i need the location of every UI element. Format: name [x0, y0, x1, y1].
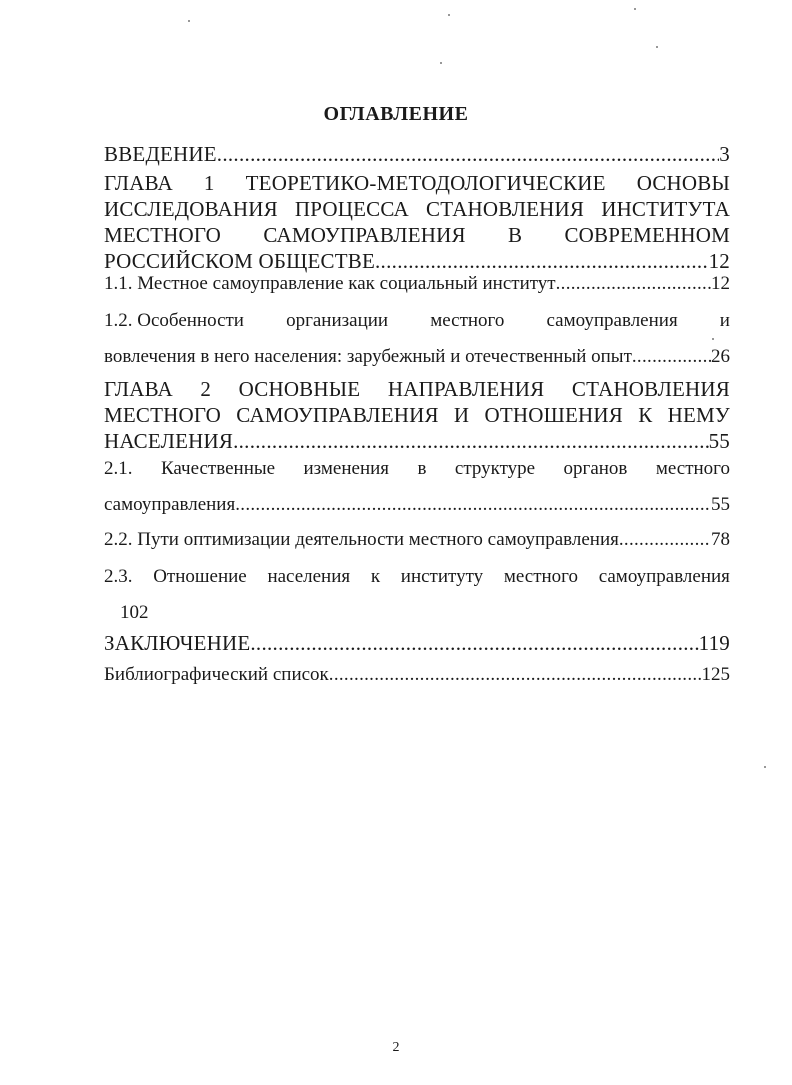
toc-entry-bibliography[interactable]	[104, 663, 730, 687]
entry-line: 1.2. Особенности организации местного самоуправления и	[104, 310, 730, 331]
leader-dots	[250, 630, 698, 656]
leader-dots	[235, 493, 711, 517]
toc-entry-section-2-1[interactable]	[104, 457, 730, 517]
toc-entry-conclusion[interactable]	[104, 630, 730, 656]
leader-dots	[375, 248, 709, 274]
entry-page: 78	[711, 529, 730, 550]
scan-speck	[188, 20, 190, 22]
scan-speck	[764, 766, 766, 768]
entry-line: МЕСТНОГО САМОУПРАВЛЕНИЯ В СОВРЕМЕННОМ	[104, 223, 730, 247]
entry-line: МЕСТНОГО САМОУПРАВЛЕНИЯ И ОТНОШЕНИЯ К НЕМУ	[104, 403, 730, 427]
entry-label: вовлечения в него населения: зарубежный и отечественный опыт	[104, 346, 632, 367]
entry-page: 12	[711, 273, 730, 294]
entry-line: 2.3. Отношение населения к институту местного самоуправления	[104, 566, 730, 587]
leader-dots	[619, 528, 711, 552]
entry-label: самоуправления	[104, 494, 236, 515]
toc-entry-section-1-1[interactable]	[104, 272, 730, 296]
leader-dots	[556, 272, 711, 296]
entry-label: РОССИЙСКОМ ОБЩЕСТВЕ	[104, 249, 375, 273]
entry-page: 26	[711, 346, 730, 367]
scan-speck	[634, 8, 636, 10]
entry-line: 2.1. Качественные изменения в структуре органов местного	[104, 458, 730, 479]
entry-page: 125	[701, 664, 730, 685]
entry-page: 102	[120, 602, 149, 623]
entry-label: 1.1. Местное самоуправление как социальный институт	[104, 273, 556, 294]
page-title: ОГЛАВЛЕНИЕ	[323, 103, 469, 125]
entry-label: ВВЕДЕНИЕ	[104, 142, 217, 166]
entry-label: 2.2. Пути оптимизации деятельности местного самоуправления	[104, 529, 619, 550]
scan-speck	[656, 46, 658, 48]
entry-label: Библиографический список	[104, 664, 329, 685]
entry-page: 55	[708, 429, 730, 453]
entry-line: ИССЛЕДОВАНИЯ ПРОЦЕССА СТАНОВЛЕНИЯ ИНСТИТУТА	[104, 197, 730, 221]
entry-line: ГЛАВА 2 ОСНОВНЫЕ НАПРАВЛЕНИЯ СТАНОВЛЕНИЯ	[104, 377, 730, 401]
toc-entry-section-1-2[interactable]	[104, 309, 730, 369]
leader-dots	[217, 141, 720, 167]
entry-page: 12	[708, 249, 730, 273]
toc-entry-section-2-3[interactable]	[104, 565, 730, 625]
entry-line: ГЛАВА 1 ТЕОРЕТИКО-МЕТОДОЛОГИЧЕСКИЕ ОСНОВЫ	[104, 171, 730, 195]
entry-label: НАСЕЛЕНИЯ	[104, 429, 234, 453]
scan-speck	[448, 14, 450, 16]
entry-page: 3	[719, 142, 730, 166]
scan-speck	[440, 62, 442, 64]
leader-dots	[632, 345, 711, 369]
toc-entry-section-2-2[interactable]	[104, 528, 730, 552]
entry-page: 55	[711, 494, 730, 515]
toc-entry-introduction[interactable]	[104, 141, 730, 167]
toc-entry-chapter-1[interactable]	[104, 170, 730, 274]
toc-entry-chapter-2[interactable]	[104, 376, 730, 454]
entry-page: 119	[698, 631, 730, 655]
leader-dots	[329, 663, 702, 687]
entry-label: ЗАКЛЮЧЕНИЕ	[104, 631, 251, 655]
page-number: 2	[392, 1040, 400, 1055]
leader-dots	[233, 428, 709, 454]
